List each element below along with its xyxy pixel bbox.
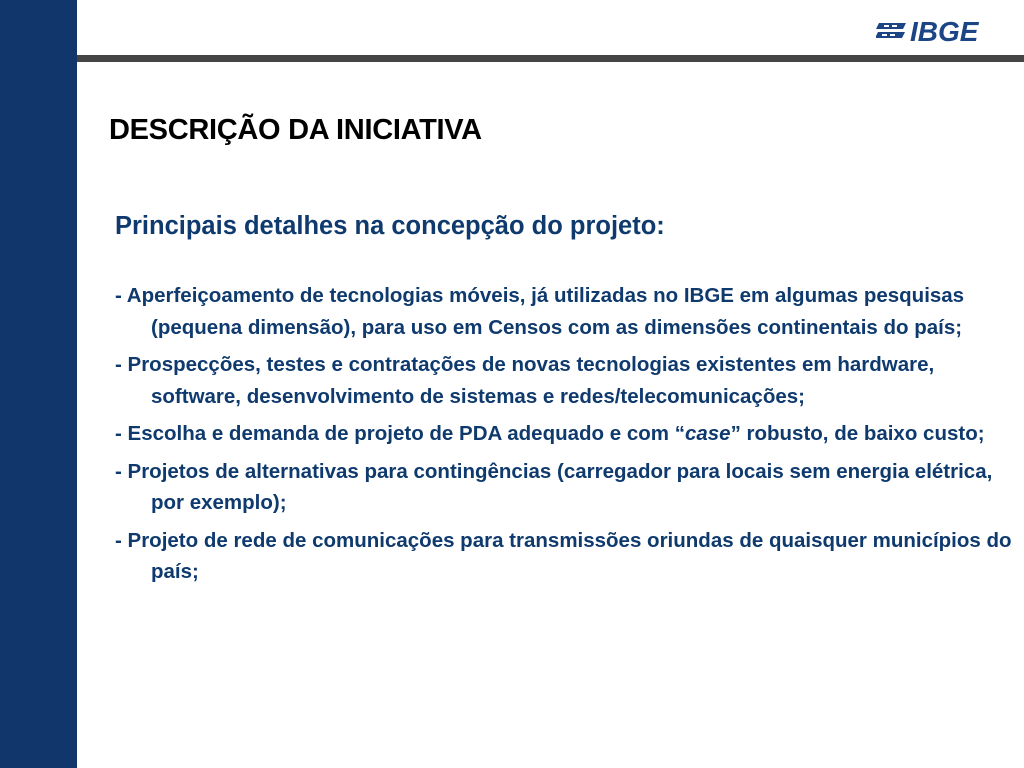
bullet-item: - Projeto de rede de comunicações para transmissões oriundas de quaisquer municípios do país; bbox=[115, 528, 1012, 583]
left-color-band bbox=[0, 0, 77, 768]
bullet-item: - Projetos de alternativas para contingências (carregador para locais sem energia elétrica, por exemplo); bbox=[115, 459, 993, 514]
ibge-emblem-icon bbox=[876, 15, 1002, 47]
logo-text: IBGE bbox=[910, 16, 979, 47]
bullet-item: - Aperfeiçoamento de tecnologias móveis, já utilizadas no IBGE em algumas pesquisas (pequena dimensão), para uso em Censos com as dimensões continentais do país; bbox=[115, 284, 965, 339]
bullet-item bbox=[115, 418, 1012, 450]
slide-subtitle: Principais detalhes na concepção do projeto: bbox=[115, 212, 665, 240]
bullet-text: ” robusto, de baixo custo; bbox=[730, 422, 985, 445]
slide-title: DESCRIÇÃO DA INICIATIVA bbox=[109, 114, 482, 146]
bullet-italic-word: case bbox=[684, 422, 731, 445]
header-rule bbox=[77, 55, 1024, 62]
bullet-item: - Prospecções, testes e contratações de novas tecnologias existentes em hardware, software, desenvolvimento de sistemas e redes/telecomunicações; bbox=[115, 353, 935, 408]
bullet-text: - Escolha e demanda de projeto de PDA adequado e com “ bbox=[115, 422, 685, 445]
ibge-logo bbox=[876, 15, 1002, 47]
bullet-list bbox=[115, 280, 1012, 594]
